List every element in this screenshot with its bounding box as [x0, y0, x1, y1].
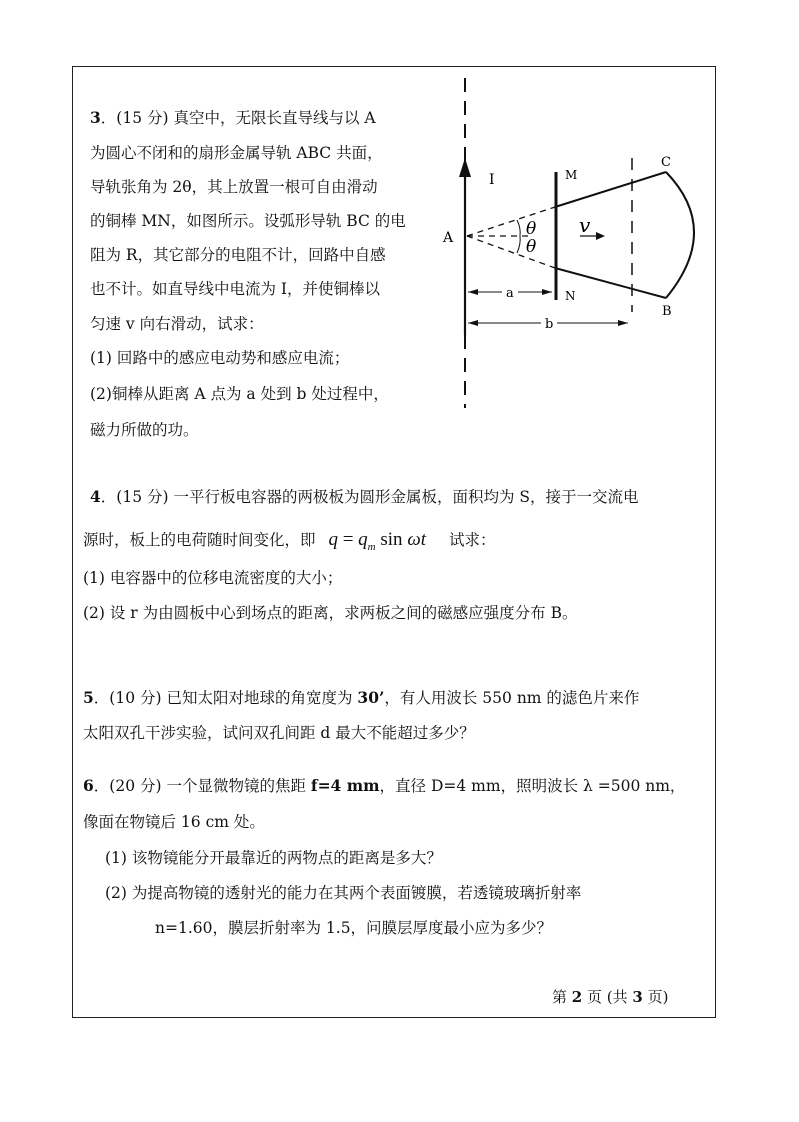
q3-subq-2: (2)铜棒从距离 A 点为 a 处到 b 处过程中， [90, 385, 389, 403]
label-I: I [489, 172, 495, 188]
dim-a-left-arrow-icon [468, 289, 478, 295]
q3-line-1: 3．(15 分) 真空中，无限长直导线与以 A [90, 108, 376, 127]
q4-subq-2: (2) 设 r 为由圆板中心到场点的距离，求两板之间的磁感应强度分布 B。 [83, 604, 578, 622]
q3-subq-1: (1) 回路中的感应电动势和感应电流； [90, 349, 350, 367]
q3-line-3: 导轨张角为 2θ，其上放置一根可自由滑动 [90, 178, 378, 196]
label-C: C [661, 155, 671, 170]
page-number: 第 2 页 (共 3 页) [552, 988, 669, 1006]
q3-line-6: 也不计。如直导线中电流为 I，并使铜棒以 [90, 280, 381, 298]
label-theta-bottom: θ [526, 237, 537, 257]
charge-formula: $q = q_m$ sin ωt [328, 529, 427, 553]
q3-line-5: 阻为 R，其它部分的电阻不计，回路中自感 [90, 246, 386, 264]
q3-line-4: 的铜棒 MN，如图所示。设弧形导轨 BC 的电 [90, 212, 406, 230]
angle-arc-bottom [517, 236, 520, 253]
q3-line-7: 匀速 v 向右滑动，试求： [90, 315, 264, 333]
q4-line-2: 源时，板上的电荷随时间变化，即 $q = q_m$ sin ωt 试求： [83, 529, 496, 553]
q5-number: 5 [83, 688, 94, 707]
current-arrow-icon [459, 158, 471, 177]
sector-edge-dashed-bottom [467, 236, 555, 268]
q3-number: 3 [90, 108, 101, 127]
label-theta-top: θ [526, 219, 537, 239]
q5-line-1: 5．(10 分) 已知太阳对地球的角宽度为 30’，有人用波长 550 nm 的滤色片来作 [83, 688, 640, 707]
q6-line-1: 6．(20 分) 一个显微物镜的焦距 f=4 mm，直径 D=4 mm，照明波长 λ =500 nm， [83, 776, 686, 795]
q6-subq-1: (1) 该物镜能分开最靠近的两物点的距离是多大？ [105, 849, 442, 867]
q5-line-2: 太阳双孔干涉实验，试问双孔间距 d 最大不能超过多少？ [83, 724, 475, 742]
arc-BC [666, 172, 694, 298]
velocity-arrowhead-icon [596, 232, 605, 240]
sector-edge-dashed-top [467, 207, 555, 236]
label-N: N [565, 289, 576, 303]
q3-line-2: 为圆心不闭和的扇形金属导轨 ABC 共面， [90, 144, 383, 162]
label-M: M [565, 168, 578, 182]
dim-b-left-arrow-icon [468, 320, 478, 326]
label-a: a [506, 286, 514, 301]
label-A: A [443, 230, 454, 246]
angle-arc-top [517, 220, 520, 236]
q3-line-10: 磁力所做的功。 [90, 421, 199, 439]
label-B: B [662, 304, 672, 319]
q6-line-2: 像面在物镜后 16 cm 处。 [83, 813, 265, 831]
dim-a-right-arrow-icon [542, 289, 552, 295]
q6-number: 6 [83, 776, 94, 795]
dim-b-right-arrow-icon [618, 320, 628, 326]
q4-number: 4 [90, 487, 101, 506]
q6-subq-2-cont: n=1.60，膜层折射率为 1.5，问膜层厚度最小应为多少？ [155, 919, 553, 937]
q4-line-1: 4．(15 分) 一平行板电容器的两极板为圆形金属板，面积均为 S，接于一交流电 [90, 487, 639, 506]
q4-subq-1: (1) 电容器中的位移电流密度的大小； [83, 569, 343, 587]
sector-rail-diagram [430, 70, 720, 420]
q6-subq-2: (2) 为提高物镜的透射光的能力在其两个表面镀膜，若透镜玻璃折射率 [105, 884, 582, 902]
label-b: b [545, 317, 554, 332]
label-v: v [579, 213, 591, 237]
